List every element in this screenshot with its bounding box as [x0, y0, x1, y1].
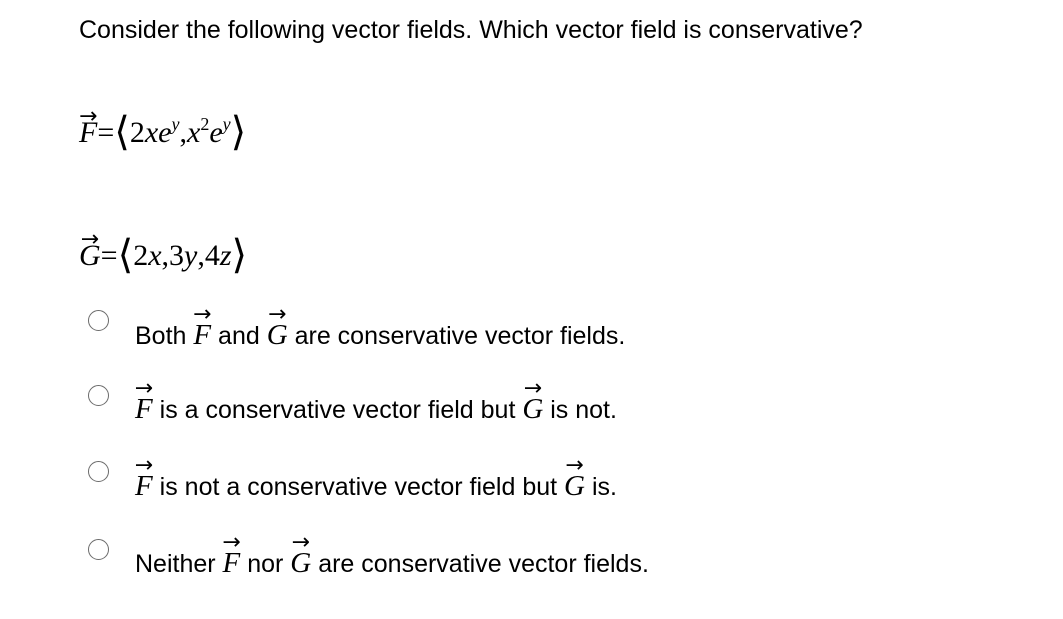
vector-g-symbol: → G [79, 236, 101, 276]
g-c1-var: x [148, 239, 162, 272]
option-label [135, 546, 649, 581]
equals-sign: = [100, 239, 118, 272]
vector-f-symbol: → F [193, 318, 211, 352]
f-component1-coef: 2 [129, 116, 145, 149]
equals-sign: = [97, 116, 115, 149]
option-text-mid: and [211, 322, 267, 350]
g-c3-var: z [219, 239, 232, 272]
option-text-pre: Neither [135, 550, 223, 578]
g-sep1: , [161, 239, 170, 272]
vector-g-symbol: → G [522, 392, 543, 426]
f-component1-var: xe [144, 116, 172, 149]
vector-f-symbol: → F [79, 113, 97, 153]
f-component1-exp: y [171, 114, 180, 134]
option-label [135, 392, 617, 427]
g-c2-var: y [184, 239, 198, 272]
vector-g-symbol: → G [290, 546, 311, 580]
radio-button[interactable] [88, 310, 109, 331]
vector-f-symbol: → F [135, 392, 153, 426]
vector-g-symbol: → G [267, 318, 288, 352]
radio-button[interactable] [88, 461, 109, 482]
close-angle-bracket: ⟩ [231, 232, 248, 277]
option-label [135, 318, 625, 353]
option-text-post: are conservative vector fields. [287, 322, 626, 350]
vector-f-symbol: → F [223, 546, 241, 580]
close-angle-bracket: ⟩ [230, 109, 247, 154]
radio-button[interactable] [88, 385, 109, 406]
option-text-mid: is a conservative vector field but [152, 396, 523, 424]
option-label [135, 469, 617, 504]
option-text-post: are conservative vector fields. [311, 550, 649, 578]
option-text-post: is not. [543, 396, 617, 424]
option-text-post: is. [585, 473, 617, 501]
option-text-mid: is not a conservative vector field but [152, 473, 565, 501]
f-component2-var: x [187, 116, 201, 149]
vector-field-f [79, 109, 247, 154]
vector-g-symbol: → G [564, 469, 585, 503]
g-c1-num: 2 [133, 239, 149, 272]
f-component2-exp: 2 [200, 114, 210, 134]
open-angle-bracket: ⟨ [114, 109, 130, 154]
question-text: Consider the following vector fields. Which vector field is conservative? [79, 16, 863, 44]
option-text-pre: Both [135, 322, 194, 350]
vector-field-g [79, 232, 248, 277]
f-component2-var2: e [209, 116, 223, 149]
open-angle-bracket: ⟨ [117, 232, 134, 277]
g-c3-num: 4 [204, 239, 220, 272]
g-c2-num: 3 [169, 239, 185, 272]
g-sep2: , [197, 239, 205, 272]
vector-f-symbol: → F [135, 469, 153, 503]
option-text-mid: nor [240, 550, 291, 578]
f-separator: , [179, 116, 187, 149]
f-component2-exp2: y [222, 114, 231, 134]
radio-button[interactable] [88, 539, 109, 560]
